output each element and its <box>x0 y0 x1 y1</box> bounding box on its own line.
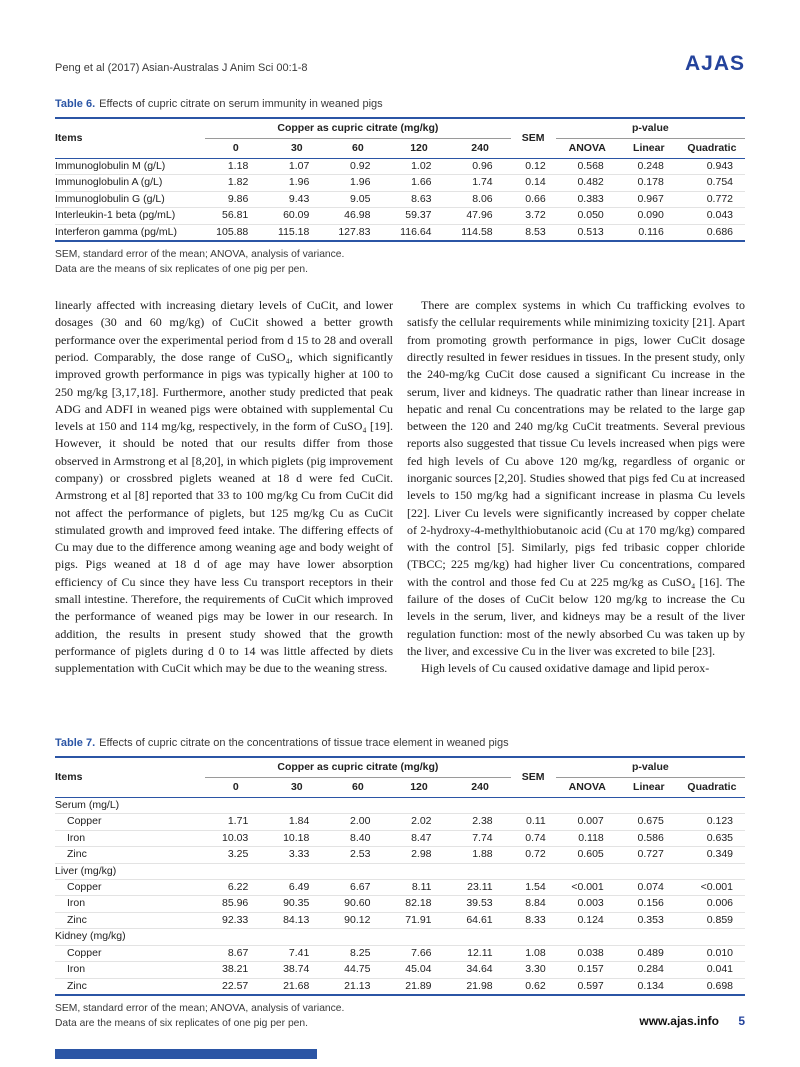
table-value-cell: 0.943 <box>706 160 733 172</box>
table-value-cell: 0.568 <box>577 160 604 172</box>
table-item-label: Copper <box>55 814 205 830</box>
footer-accent-bar <box>55 1049 317 1059</box>
table-row <box>55 159 745 175</box>
table-row <box>55 830 745 846</box>
table-value-cell: 127.83 <box>327 224 388 241</box>
table-value-cell: 0.675 <box>619 814 679 830</box>
table-value-cell: 115.18 <box>266 224 327 241</box>
table-value-cell: 7.41 <box>266 945 327 961</box>
table-value-cell: 12.11 <box>450 945 511 961</box>
table-value-cell: 0.178 <box>619 175 679 191</box>
table-value-cell: 8.06 <box>450 191 511 207</box>
journal-logo: AJAS <box>684 52 745 75</box>
table-value-cell: 2.00 <box>327 814 388 830</box>
table-value-cell: 2.02 <box>388 814 449 830</box>
column-header-dose-0: 0 <box>205 778 266 798</box>
table6-caption <box>55 98 745 110</box>
table7-block <box>55 737 745 1031</box>
table-row <box>55 814 745 830</box>
table-row <box>55 896 745 912</box>
table-value-cell: 2.53 <box>327 847 388 863</box>
table-value-cell: 8.84 <box>511 896 556 912</box>
table-value-cell: 1.54 <box>511 880 556 896</box>
table-value-cell: 6.67 <box>327 880 388 896</box>
table-value-cell: <0.001 <box>556 880 619 896</box>
table-value-cell: 0.074 <box>619 880 679 896</box>
table6-caption-label: Table 6. <box>55 98 96 110</box>
table-row <box>55 224 745 241</box>
body-paragraph: There are complex systems in which Cu trafficking evolves to satisfy the cellular requirements while minimizing toxicity [21]. Apart from promoting growth performance in pigs, lower CuCit dosage directly resulted in fewer residues in tissues. In the present study, only the 240-mg/kg CuCit dose caused a significant Cu increase in the serum, liver and kidneys. The quadratic rather than linear increase in hepatic and renal Cu concentrations may be related to the large gap between the 120 and 240 mg/kg CuCit treatments. Several previous reports also suggested that tissue Cu levels increased when pigs were fed high levels of Cu above 120 mg/kg, regardless of organic or inorganic sources [2,20]. Studies showed that pigs fed Cu at increased levels to 150 mg/kg had a significant increase in plasma Cu levels [22]. Liver Cu levels were significantly increased by copper chelate of 2-hydroxy-4-methylthiobutanoic acid (Cu at 170 mg/kg) compared with the control [5]. Similarly, pigs fed tribasic copper chloride (TBCC; 225 mg/kg) had higher liver Cu concentrations, compared with the control and those fed Cu at 225 mg/kg as CuSO₄ [16]. The failure of the doses of CuCit below 120 mg/kg to increase the Cu levels in the serum, liver, and kidneys may be a result of the liver regulation function: most of the newly absorbed Cu was taken up by the liver, and excessive Cu in the liver was excreted to bile [23]. <box>407 298 745 658</box>
table7-caption-text: Effects of cupric citrate on the concentrations of tissue trace element in weaned pigs <box>99 737 509 750</box>
table-value-cell: 0.007 <box>556 814 619 830</box>
table-value-cell: 84.13 <box>266 912 327 928</box>
table-value-cell: 0.62 <box>511 978 556 995</box>
table-row <box>55 175 745 191</box>
table-item-label: Immunoglobulin G (g/L) <box>55 191 205 207</box>
table-row <box>55 208 745 224</box>
table-value-cell: 90.12 <box>327 912 388 928</box>
table-value-cell: 60.09 <box>266 208 327 224</box>
table-value-cell: 8.53 <box>511 224 556 241</box>
table-value-cell: 3.72 <box>511 208 556 224</box>
table-value-cell: 0.96 <box>472 160 493 172</box>
table-item-label: Interferon gamma (pg/mL) <box>55 224 205 241</box>
table6-caption-text: Effects of cupric citrate on serum immunity in weaned pigs <box>99 98 383 110</box>
table-row <box>55 798 745 814</box>
column-header-items: Items <box>55 118 205 159</box>
body-paragraph: linearly affected with increasing dietary levels of CuCit, and lower dosages (30 and 60 mg/kg) of CuCit showed a better growth performance over the experimental period from d 15 to 28 and overall period. Comparably, the dose range of CuSO₄, which significantly improved growth performance in pigs was typically higher at 100 to 250 mg/kg [3,17,18]. Furthermore, another study predicted that peak ADG and ADFI in weaned pigs were obtained with supplemental Cu levels at 150 and 114 mg/kg, respectively, in the form of CuSO₄ [19]. However, it should be noted that our results differ from those observed in Armstrong et al [8,20], in which piglets (pig improvement company) or crossbred piglets weaned at 18 d were fed CuCit. Armstrong et al [8] reported that 33 to 100 mg/kg Cu from CuCit did not affect the performance of piglets, but 125 mg/kg Cu as CuCit stimulated growth and improved feed intake. The differing effects of Cu may due to the difference among weaning age and body weight of pigs. Pigs weaned at 18 d of age may have lower absorption efficiency of Cu since they have less Cu transport receptors in their small intestine. Therefore, the requirements of CuCit which improved the performance of weaned pigs may be lower in our research. In addition, the results in present study showed that the growth performance of piglets during d 0 to 14 was little affected by diets supplementation with CuCit which may be due to the weaning stress. <box>55 298 393 676</box>
table6-block <box>55 98 745 277</box>
table6 <box>55 117 745 242</box>
table-value-cell: 0.513 <box>556 224 619 241</box>
column-header-dose-30: 30 <box>266 139 327 159</box>
table6-footnote-replicates: Data are the means of six replicates of one pig per pen. <box>55 264 308 276</box>
table-value-cell: <0.001 <box>679 880 745 896</box>
table-value-cell: 0.043 <box>679 208 745 224</box>
running-head <box>55 50 745 74</box>
table-value-cell: 1.18 <box>227 160 249 172</box>
table-item-label: Copper <box>55 880 205 896</box>
column-header-items: Items <box>55 757 205 798</box>
table-value-cell: 0.772 <box>679 191 745 207</box>
table-value-cell: 0.74 <box>511 830 556 846</box>
column-header-anova: ANOVA <box>556 778 619 798</box>
column-header-dose-0: 0 <box>205 139 266 159</box>
column-header-dose-240: 240 <box>450 778 511 798</box>
table-value-cell: 7.66 <box>388 945 449 961</box>
column-header-quadratic: Quadratic <box>679 778 745 798</box>
column-header-dose-60: 60 <box>327 778 388 798</box>
column-group-pvalue: p-value <box>556 757 745 778</box>
table-value-cell: 82.18 <box>388 896 449 912</box>
table-value-cell: 0.597 <box>556 978 619 995</box>
table-value-cell: 10.03 <box>205 830 266 846</box>
table-item-label: Immunoglobulin M (g/L) <box>55 160 166 172</box>
column-header-anova: ANOVA <box>556 139 619 159</box>
table-value-cell: 0.489 <box>619 945 679 961</box>
table-value-cell: 0.353 <box>619 912 679 928</box>
column-header-dose-60: 60 <box>327 139 388 159</box>
table-value-cell: 45.04 <box>388 962 449 978</box>
table-value-cell: 44.75 <box>327 962 388 978</box>
table-value-cell: 21.89 <box>388 978 449 995</box>
table-value-cell: 0.605 <box>556 847 619 863</box>
table-item-label: Zinc <box>55 912 205 928</box>
table-value-cell: 1.96 <box>266 175 327 191</box>
table-value-cell: 23.11 <box>450 880 511 896</box>
table-value-cell: 114.58 <box>450 224 511 241</box>
page-number: 5 <box>738 1014 745 1028</box>
table-item-label: Iron <box>55 830 205 846</box>
table-value-cell: 1.07 <box>288 160 310 172</box>
table-value-cell: 3.30 <box>511 962 556 978</box>
column-group-dose: Copper as cupric citrate (mg/kg) <box>205 118 510 139</box>
table-value-cell: 0.090 <box>619 208 679 224</box>
table-value-cell: 0.12 <box>525 160 546 172</box>
table-section-label: Liver (mg/kg) <box>55 863 745 879</box>
table-value-cell: 0.686 <box>679 224 745 241</box>
table-value-cell: 0.003 <box>556 896 619 912</box>
table-value-cell: 1.84 <box>266 814 327 830</box>
table-value-cell: 90.60 <box>327 896 388 912</box>
table-value-cell: 8.25 <box>327 945 388 961</box>
table-value-cell: 3.25 <box>205 847 266 863</box>
table-value-cell: 1.02 <box>411 160 432 172</box>
table-row <box>55 191 745 207</box>
table-value-cell: 0.038 <box>556 945 619 961</box>
table-value-cell: 1.71 <box>205 814 266 830</box>
footer-url[interactable]: www.ajas.info <box>639 1014 719 1028</box>
table-row <box>55 945 745 961</box>
column-header-linear: Linear <box>619 139 679 159</box>
table-value-cell: 0.010 <box>679 945 745 961</box>
table-value-cell: 6.49 <box>266 880 327 896</box>
table-value-cell: 0.92 <box>350 160 371 172</box>
table-value-cell: 0.727 <box>619 847 679 863</box>
table-value-cell: 0.123 <box>679 814 745 830</box>
table7 <box>55 756 745 996</box>
table-item-label: Zinc <box>55 978 205 995</box>
table-value-cell: 9.43 <box>266 191 327 207</box>
table-value-cell: 2.38 <box>450 814 511 830</box>
table-row <box>55 880 745 896</box>
table6-footnotes <box>55 247 745 277</box>
table-row <box>55 863 745 879</box>
table-value-cell: 2.98 <box>388 847 449 863</box>
table-value-cell: 0.967 <box>619 191 679 207</box>
column-group-pvalue: p-value <box>556 118 745 139</box>
table-value-cell: 0.11 <box>511 814 556 830</box>
table-value-cell: 8.33 <box>511 912 556 928</box>
table-value-cell: 0.14 <box>511 175 556 191</box>
table-value-cell: 3.33 <box>266 847 327 863</box>
table-value-cell: 7.74 <box>450 830 511 846</box>
table-value-cell: 38.74 <box>266 962 327 978</box>
table-value-cell: 85.96 <box>205 896 266 912</box>
table-item-label: Immunoglobulin A (g/L) <box>55 175 205 191</box>
table-section-label: Serum (mg/L) <box>55 799 120 812</box>
table7-footnote-replicates: Data are the means of six replicates of one pig per pen. <box>55 1017 308 1029</box>
table-item-label: Iron <box>55 962 205 978</box>
table-value-cell: 0.156 <box>619 896 679 912</box>
table-value-cell: 0.383 <box>556 191 619 207</box>
column-header-sem: SEM <box>511 118 556 159</box>
table-item-label: Interleukin-1 beta (pg/mL) <box>55 208 205 224</box>
table-value-cell: 92.33 <box>205 912 266 928</box>
table-value-cell: 59.37 <box>388 208 449 224</box>
table-section-label: Kidney (mg/kg) <box>55 929 745 945</box>
right-column <box>407 297 745 711</box>
table-value-cell: 0.586 <box>619 830 679 846</box>
table-value-cell: 8.11 <box>388 880 449 896</box>
table-value-cell: 0.72 <box>511 847 556 863</box>
table-value-cell: 64.61 <box>450 912 511 928</box>
table-value-cell: 9.86 <box>205 191 266 207</box>
table-value-cell: 8.47 <box>388 830 449 846</box>
table-item-label: Zinc <box>55 847 205 863</box>
running-head-citation: Peng et al (2017) Asian-Australas J Anim Sci 00:1-8 <box>55 62 308 74</box>
column-header-quadratic: Quadratic <box>679 139 745 159</box>
table-row <box>55 912 745 928</box>
table-value-cell: 1.96 <box>327 175 388 191</box>
table-row <box>55 962 745 978</box>
table-value-cell: 116.64 <box>388 224 449 241</box>
table-value-cell: 10.18 <box>266 830 327 846</box>
table-value-cell: 105.88 <box>205 224 266 241</box>
table-row <box>55 929 745 945</box>
table-value-cell: 0.050 <box>556 208 619 224</box>
table-value-cell: 0.006 <box>679 896 745 912</box>
table-item-label: Copper <box>55 945 205 961</box>
table-value-cell: 21.13 <box>327 978 388 995</box>
table-value-cell: 1.66 <box>388 175 449 191</box>
table-value-cell: 9.05 <box>327 191 388 207</box>
table7-footnote-abbrev: SEM, standard error of the mean; ANOVA, analysis of variance. <box>55 1002 345 1014</box>
table7-caption <box>55 737 745 749</box>
table-value-cell: 38.21 <box>205 962 266 978</box>
table-value-cell: 22.57 <box>205 978 266 995</box>
table-value-cell: 0.116 <box>619 224 679 241</box>
column-header-sem: SEM <box>511 757 556 798</box>
column-header-dose-120: 120 <box>388 778 449 798</box>
table-value-cell: 0.118 <box>556 830 619 846</box>
table-value-cell: 21.68 <box>266 978 327 995</box>
column-header-dose-240: 240 <box>450 139 511 159</box>
table-value-cell: 0.754 <box>679 175 745 191</box>
table-value-cell: 56.81 <box>205 208 266 224</box>
table-value-cell: 1.88 <box>450 847 511 863</box>
page-footer <box>639 1014 745 1028</box>
table-value-cell: 21.98 <box>450 978 511 995</box>
table-value-cell: 0.134 <box>619 978 679 995</box>
body-paragraph: High levels of Cu caused oxidative damage and lipid perox- <box>421 661 710 676</box>
table-value-cell: 71.91 <box>388 912 449 928</box>
table-value-cell: 0.041 <box>679 962 745 978</box>
article-body <box>55 297 745 711</box>
table7-caption-label: Table 7. <box>55 737 96 750</box>
table-value-cell: 0.284 <box>619 962 679 978</box>
table-value-cell: 90.35 <box>266 896 327 912</box>
column-header-linear: Linear <box>619 778 679 798</box>
table-row <box>55 847 745 863</box>
table-value-cell: 1.08 <box>511 945 556 961</box>
table-value-cell: 8.63 <box>388 191 449 207</box>
table-value-cell: 34.64 <box>450 962 511 978</box>
table-value-cell: 0.157 <box>556 962 619 978</box>
table-value-cell: 47.96 <box>450 208 511 224</box>
table6-footnote-abbrev: SEM, standard error of the mean; ANOVA, analysis of variance. <box>55 249 345 261</box>
table-row <box>55 978 745 995</box>
table-value-cell: 0.698 <box>679 978 745 995</box>
table-value-cell: 8.67 <box>205 945 266 961</box>
column-header-dose-120: 120 <box>388 139 449 159</box>
table-value-cell: 0.124 <box>556 912 619 928</box>
table-value-cell: 0.349 <box>679 847 745 863</box>
table-value-cell: 0.482 <box>556 175 619 191</box>
table-value-cell: 46.98 <box>327 208 388 224</box>
table-value-cell: 0.66 <box>511 191 556 207</box>
table-value-cell: 39.53 <box>450 896 511 912</box>
column-header-dose-30: 30 <box>266 778 327 798</box>
left-column <box>55 297 393 711</box>
table-value-cell: 8.40 <box>327 830 388 846</box>
table-item-label: Iron <box>55 896 205 912</box>
table-value-cell: 0.859 <box>679 912 745 928</box>
table-value-cell: 6.22 <box>205 880 266 896</box>
table-value-cell: 0.635 <box>679 830 745 846</box>
column-group-dose: Copper as cupric citrate (mg/kg) <box>205 757 510 778</box>
table-value-cell: 1.74 <box>450 175 511 191</box>
table-value-cell: 0.248 <box>637 160 664 172</box>
table-value-cell: 1.82 <box>205 175 266 191</box>
